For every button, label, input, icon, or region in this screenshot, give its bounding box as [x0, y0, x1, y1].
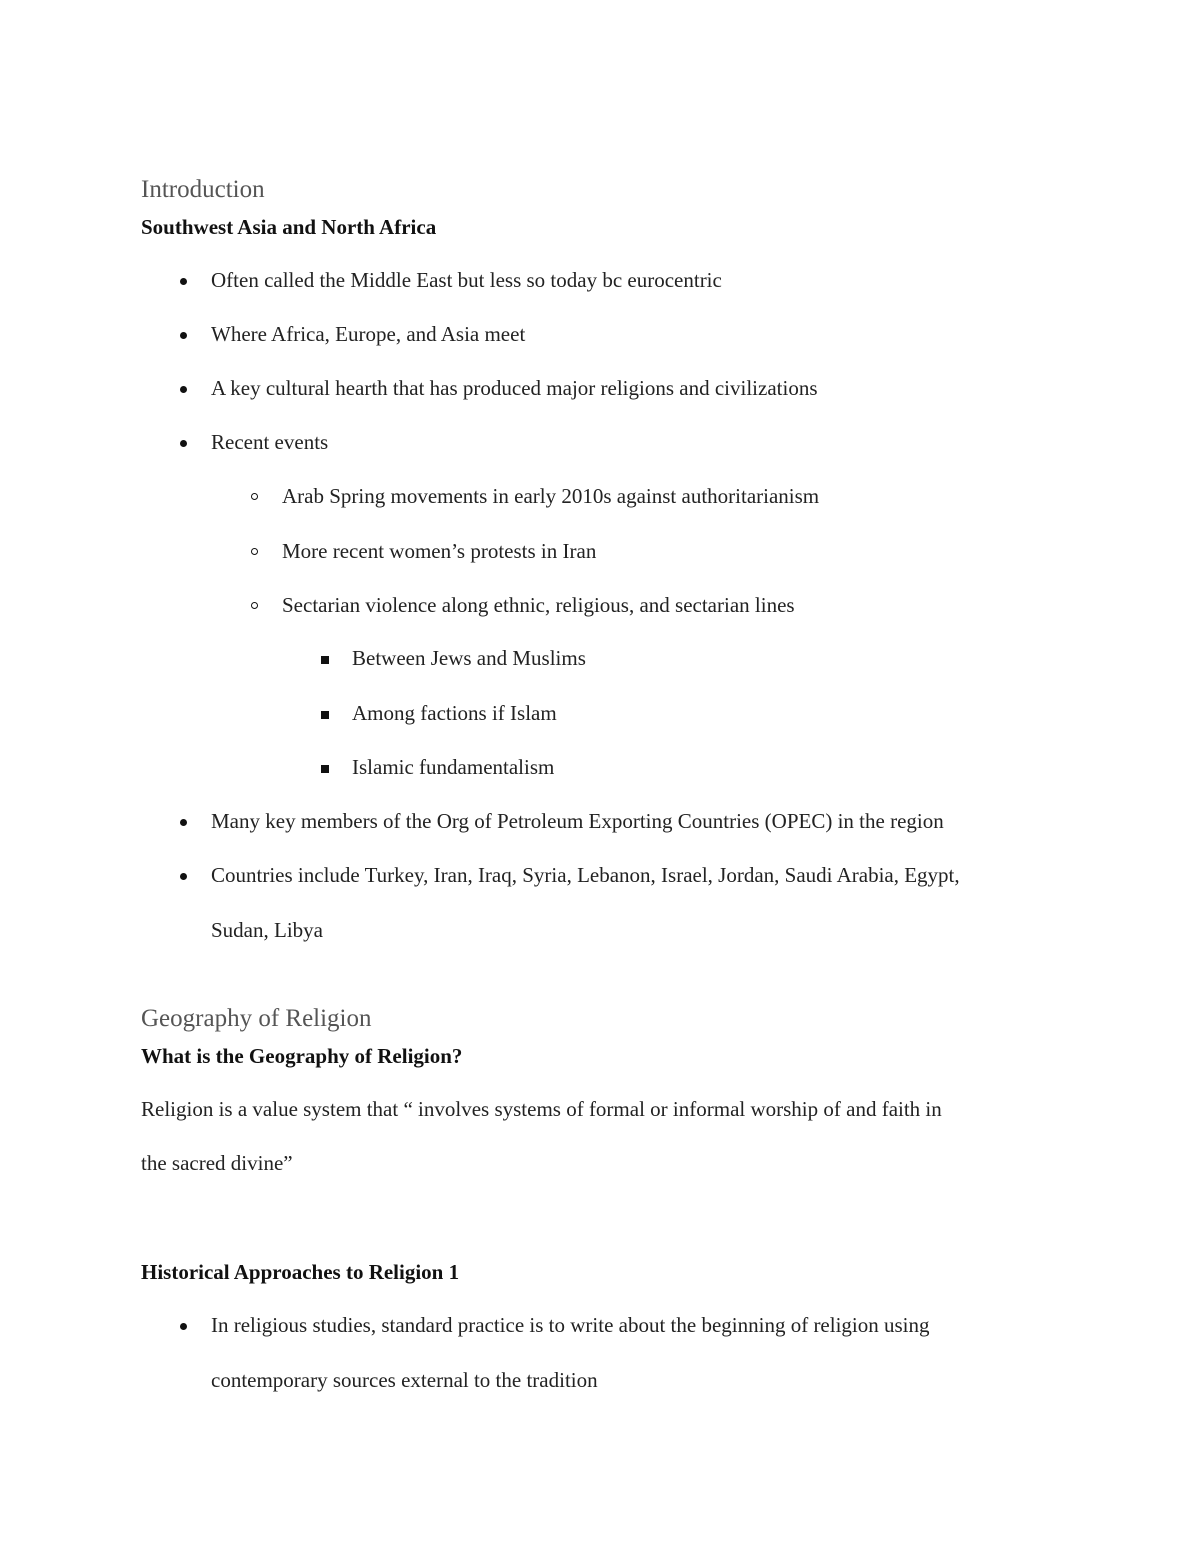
bullet-circle-icon — [251, 602, 258, 609]
bullet-square-icon — [321, 711, 329, 719]
list-item: More recent women’s protests in Iran — [282, 539, 597, 563]
list-item-continuation: Sudan, Libya — [211, 918, 323, 942]
section-heading-geography-of-religion: Geography of Religion — [141, 1005, 372, 1032]
list-item: Often called the Middle East but less so today bc eurocentric — [211, 268, 722, 292]
bullet-circle-icon — [251, 548, 258, 555]
list-item: Where Africa, Europe, and Asia meet — [211, 322, 526, 346]
list-item: Islamic fundamentalism — [352, 755, 555, 779]
list-item-continuation: contemporary sources external to the tradition — [211, 1368, 598, 1392]
subheading-historical-approaches: Historical Approaches to Religion 1 — [141, 1260, 460, 1284]
list-item: Among factions if Islam — [352, 701, 557, 725]
bullet-disc-icon — [180, 386, 187, 393]
bullet-disc-icon — [180, 1323, 187, 1330]
bullet-disc-icon — [180, 278, 187, 285]
bullet-disc-icon — [180, 332, 187, 339]
paragraph-line: Religion is a value system that “ involves systems of formal or informal worship of and faith in — [141, 1097, 942, 1121]
list-item: Between Jews and Muslims — [352, 646, 586, 670]
bullet-disc-icon — [180, 873, 187, 880]
section-heading-introduction: Introduction — [141, 176, 265, 203]
bullet-disc-icon — [180, 819, 187, 826]
list-item: In religious studies, standard practice is to write about the beginning of religion using — [211, 1313, 930, 1337]
bullet-disc-icon — [180, 440, 187, 447]
list-item: A key cultural hearth that has produced major religions and civilizations — [211, 376, 818, 400]
bullet-square-icon — [321, 656, 329, 664]
list-item: Sectarian violence along ethnic, religious, and sectarian lines — [282, 593, 795, 617]
bullet-square-icon — [321, 765, 329, 773]
paragraph-line: the sacred divine” — [141, 1151, 293, 1175]
list-item: Many key members of the Org of Petroleum Exporting Countries (OPEC) in the region — [211, 809, 944, 833]
list-item: Countries include Turkey, Iran, Iraq, Syria, Lebanon, Israel, Jordan, Saudi Arabia, Egypt, — [211, 863, 960, 887]
subheading-swana: Southwest Asia and North Africa — [141, 215, 437, 239]
list-item: Arab Spring movements in early 2010s against authoritarianism — [282, 484, 820, 508]
subheading-what-is: What is the Geography of Religion? — [141, 1044, 463, 1068]
list-item: Recent events — [211, 430, 329, 454]
bullet-circle-icon — [251, 493, 258, 500]
